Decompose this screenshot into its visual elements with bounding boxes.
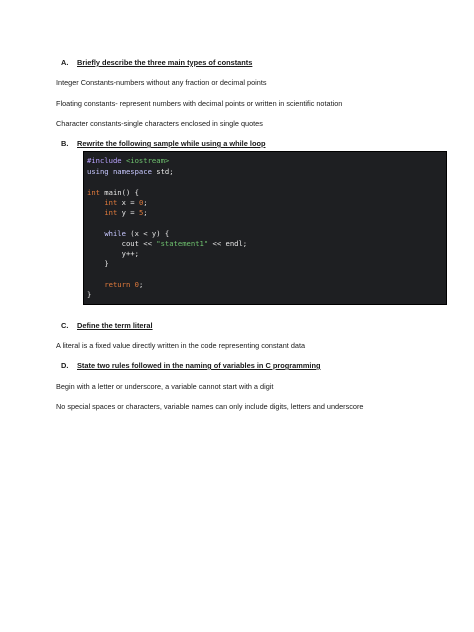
section-a-title: Briefly describe the three main types of constants [77,58,253,67]
section-c-letter: C. [61,321,69,330]
code-block [83,151,447,305]
code-line-y-decl: int y = 5; [104,208,148,217]
code-line-close-outer: } [87,290,92,299]
code-line-return: return 0; [104,280,144,289]
section-b-title: Rewrite the following sample while using a while loop [77,139,266,148]
section-a-heading [61,58,252,67]
code-line-main: int main() { [87,188,139,197]
section-d-heading [61,361,321,370]
section-c-paragraph-1: A literal is a fixed value directly written in the code representing constant data [56,341,306,350]
section-b-heading [61,139,265,148]
code-line-cout: cout << "statement1" << endl; [121,239,248,248]
section-a-paragraph-2: Floating constants- represent numbers with decimal points or written in scientific notation [56,99,343,108]
section-d-paragraph-1: Begin with a letter or underscore, a variable cannot start with a digit [56,382,274,391]
code-line-while: while (x < y) { [104,229,170,238]
section-a-paragraph-1: Integer Constants-numbers without any fraction or decimal points [56,78,267,87]
section-b-letter: B. [61,139,69,148]
section-c-title: Define the term literal [77,321,153,330]
code-line-x-decl: int x = 0; [104,198,148,207]
section-a-paragraph-3: Character constants-single characters enclosed in single quotes [56,119,263,128]
section-c-heading [61,321,153,330]
section-d-letter: D. [61,361,69,370]
code-line-increment: y++; [121,249,139,258]
code-line-using: using namespace std; [87,167,174,176]
code-line-close-inner: } [104,259,109,268]
section-a-letter: A. [61,58,69,67]
section-d-title: State two rules followed in the naming of variables in C programming [77,361,321,370]
code-line-include: #include <iostream> [87,156,170,165]
section-d-paragraph-2: No special spaces or characters, variable names can only include digits, letters and underscore [56,402,364,411]
